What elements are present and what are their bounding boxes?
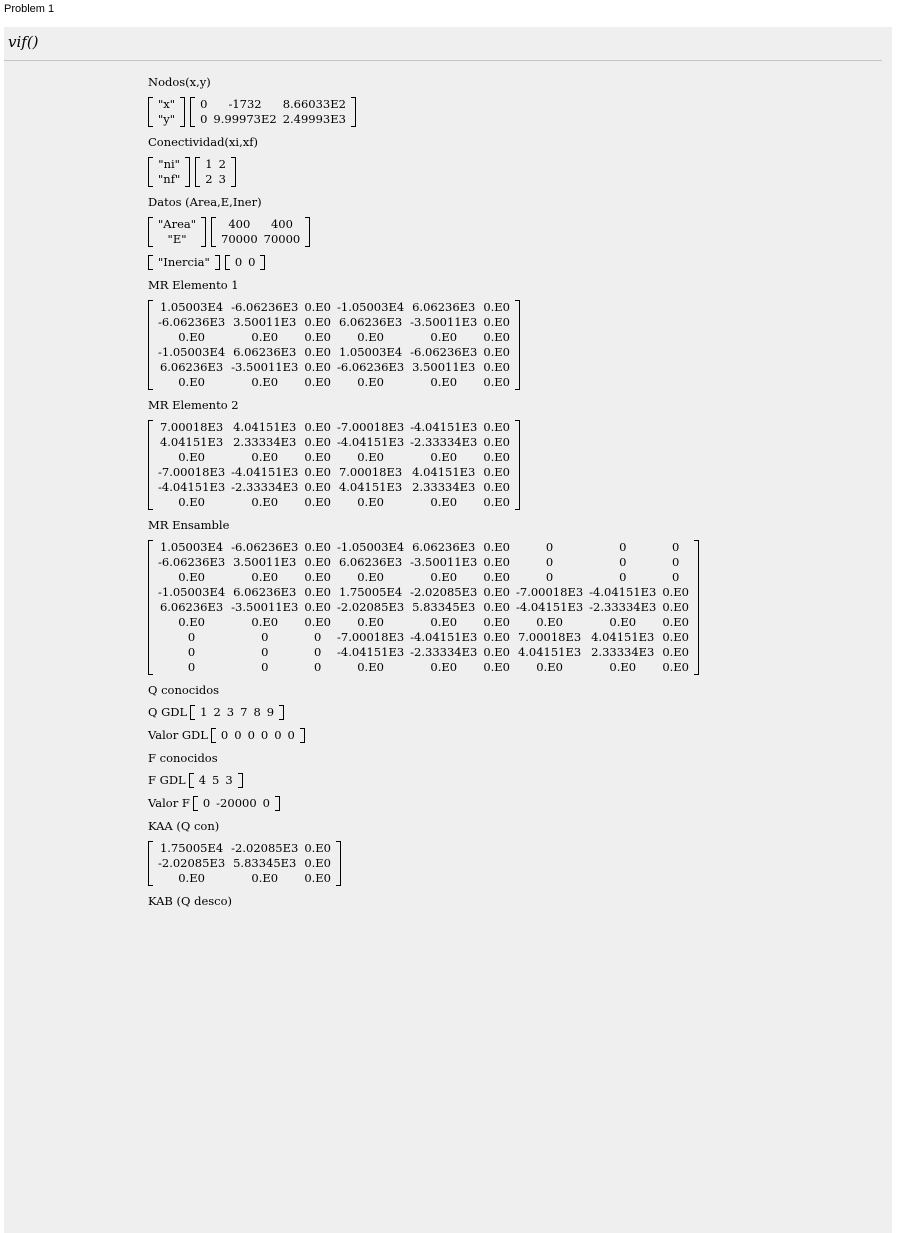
matrix-cell: 0.E0 [304, 540, 331, 554]
valor-gdl-label: Valor GDL [148, 728, 208, 742]
datos-output [148, 217, 699, 247]
matrix-cell: 0.E0 [609, 615, 637, 629]
matrix-cell: 3 [226, 705, 235, 719]
matrix-cell: 0 [260, 728, 269, 742]
matrix-cell: 0.E0 [357, 615, 384, 629]
label-kaa: KAA (Q con) [148, 819, 220, 833]
matrix-cell: 0.E0 [609, 660, 637, 674]
matrix-cell: 0 [187, 645, 196, 659]
matrix-cell: 3.50011E3 [233, 315, 297, 329]
matrix-cell: 0.E0 [483, 555, 510, 569]
matrix-cell: 0 [261, 645, 269, 659]
matrix-cell: 1 [200, 705, 208, 719]
matrix-cell: 0 [187, 660, 196, 674]
matrix-cell: 0.E0 [483, 330, 510, 344]
matrix-cell: 0.E0 [483, 360, 510, 374]
matrix-cell: 0.E0 [483, 480, 510, 494]
matrix-cell: 0 [313, 645, 322, 659]
matrix-cell: 0.E0 [357, 450, 384, 464]
matrix-cell: 0.E0 [178, 570, 205, 584]
matrix-cell: 0.E0 [483, 435, 510, 449]
matrix-cell: 2.33334E3 [591, 645, 655, 659]
matrix-cell: 6.06236E3 [233, 345, 297, 359]
matrix-cell: -3.50011E3 [410, 315, 478, 329]
matrix-cell: 0 [248, 255, 256, 269]
matrix-cell: 0.E0 [251, 375, 279, 389]
matrix-cell: 0.E0 [430, 495, 458, 509]
matrix-valor-f [193, 796, 280, 811]
mr-ensamble-output [148, 540, 699, 675]
matrix-cell: 7 [240, 705, 248, 719]
matrix-cell: -2.02085E3 [231, 841, 299, 855]
matrix-cell: 0.E0 [357, 660, 384, 674]
matrix-cell: -2.33334E3 [410, 435, 478, 449]
matrix-cell: 2.49993E3 [282, 112, 346, 126]
valor-gdl-output [148, 728, 699, 743]
matrix-cell: 0 [247, 728, 255, 742]
matrix-cell: 0 [619, 540, 627, 554]
input-divider [4, 60, 882, 61]
matrix-cell: 1.05003E4 [159, 540, 224, 554]
q-gdl-output [148, 705, 699, 720]
matrix-cell: 0 [187, 630, 196, 644]
matrix-cell: 0.E0 [251, 495, 279, 509]
matrix-cell: 0.E0 [251, 871, 279, 885]
matrix-cell: -2.02085E3 [337, 600, 405, 614]
matrix-cell: 0 [234, 728, 242, 742]
matrix-cell: 0.E0 [536, 615, 563, 629]
matrix-cell: 0.E0 [483, 420, 510, 434]
matrix-cell: -6.06236E3 [158, 315, 226, 329]
matrix-cell: "x" [158, 97, 176, 111]
matrix-cell: 1.05003E4 [159, 300, 224, 314]
matrix-cell: 0.E0 [483, 660, 510, 674]
matrix-cell: 0 [200, 97, 208, 111]
matrix-cell: 0.E0 [430, 660, 458, 674]
matrix-cell: 6.06236E3 [338, 315, 403, 329]
matrix-cell: 2 [205, 172, 213, 186]
matrix-cell: 0 [200, 112, 208, 126]
matrix-cell: -2.33334E3 [231, 480, 299, 494]
matrix-cell: -7.00018E3 [516, 585, 584, 599]
matrix-cell: -6.06236E3 [337, 360, 405, 374]
matrix-cell: 0.E0 [178, 375, 205, 389]
matrix-cell: 0.E0 [304, 856, 331, 870]
inercia-output [148, 255, 699, 270]
matrix-cell: 0.E0 [483, 450, 510, 464]
matrix-cell: 0.E0 [304, 841, 331, 855]
matrix-cell: 0.E0 [430, 375, 458, 389]
matrix-kaa [148, 841, 341, 886]
matrix-cell: 0.E0 [304, 871, 331, 885]
label-f-conocidos: F conocidos [148, 751, 218, 765]
label-datos: Datos (Area,E,Iner) [148, 195, 262, 209]
matrix-cell: 0.E0 [662, 615, 689, 629]
matrix-cell: 0.E0 [483, 465, 510, 479]
valor-f-output [148, 796, 699, 811]
matrix-cell: 0 [261, 660, 269, 674]
matrix-cell: 0.E0 [483, 315, 510, 329]
matrix-cell: 0.E0 [251, 450, 279, 464]
matrix-valor-gdl [211, 728, 305, 743]
matrix-cell: 6.06236E3 [412, 300, 476, 314]
matrix-cell: 0.E0 [483, 300, 510, 314]
matrix-cell: -1.05003E4 [337, 300, 405, 314]
matrix-cell: -7.00018E3 [337, 420, 405, 434]
program-output [148, 75, 699, 916]
matrix-cell: 0.E0 [430, 570, 458, 584]
matrix-cell: 2.33334E3 [233, 435, 297, 449]
matrix-cell: 0.E0 [251, 615, 279, 629]
matrix-cell: 7.00018E3 [338, 465, 403, 479]
matrix-inercia [225, 255, 266, 270]
matrix-inercia-header [148, 255, 220, 270]
matrix-cell: -3.50011E3 [231, 360, 299, 374]
matrix-cell: 0 [545, 540, 554, 554]
matrix-cell: 1.75005E4 [159, 841, 224, 855]
matrix-cell: 70000 [263, 232, 301, 246]
matrix-cell: 0.E0 [251, 330, 279, 344]
matrix-cell: 0.E0 [430, 450, 458, 464]
matrix-cell: 0 [619, 555, 627, 569]
matrix-cell: 0 [274, 728, 282, 742]
matrix-cell: 0.E0 [483, 615, 510, 629]
matrix-cell: 6.06236E3 [412, 540, 476, 554]
matrix-cell: -4.04151E3 [589, 585, 657, 599]
matrix-cell: -3.50011E3 [410, 555, 478, 569]
matrix-cell: 0.E0 [483, 600, 510, 614]
matrix-cell: 1.75005E4 [338, 585, 403, 599]
matrix-cell: 0.E0 [304, 465, 331, 479]
matrix-mr-ensamble [148, 540, 699, 675]
matrix-cell: 4.04151E3 [517, 645, 582, 659]
matrix-cell: -6.06236E3 [231, 540, 299, 554]
matrix-cell: 0.E0 [304, 450, 331, 464]
matrix-cell: 0.E0 [251, 570, 279, 584]
matrix-cell: 0 [545, 555, 554, 569]
matrix-cell: 2 [213, 705, 221, 719]
mr-elemento-1-output [148, 300, 699, 390]
matrix-cell: 0.E0 [304, 315, 331, 329]
document-tab-title[interactable]: Problem 1 [4, 3, 55, 15]
q-gdl-label: Q GDL [148, 705, 188, 719]
matrix-cell: 2 [218, 157, 226, 171]
matrix-cell: 0.E0 [304, 480, 331, 494]
matrix-cell: 0.E0 [483, 630, 510, 644]
matrix-cell: -4.04151E3 [337, 435, 405, 449]
matrix-cell: 4.04151E3 [412, 465, 476, 479]
matrix-cell: "Area" [158, 217, 197, 231]
matrix-cell: 0 [619, 570, 627, 584]
matrix-cell: 0.E0 [304, 585, 331, 599]
label-conectividad: Conectividad(xi,xf) [148, 135, 258, 149]
matrix-cell: 0.E0 [357, 375, 384, 389]
matrix-cell: -6.06236E3 [410, 345, 478, 359]
matrix-cell: 0.E0 [662, 645, 689, 659]
matrix-cell: 400 [270, 217, 293, 231]
matrix-cell: -4.04151E3 [337, 645, 405, 659]
nodos-output [148, 97, 699, 127]
matrix-cell: 5.83345E3 [412, 600, 476, 614]
matrix-cell: 3 [225, 773, 233, 787]
matrix-cell: 0.E0 [430, 615, 458, 629]
label-mr-ensamble: MR Ensamble [148, 518, 230, 532]
matrix-cell: -2.02085E3 [410, 585, 478, 599]
matrix-cell: 0.E0 [662, 660, 689, 674]
matrix-cell: 0 [545, 570, 554, 584]
matrix-cell: 0.E0 [483, 585, 510, 599]
matrix-cell: 4.04151E3 [233, 420, 297, 434]
matrix-cell: 6.06236E3 [233, 585, 297, 599]
matrix-cell: 0 [671, 555, 680, 569]
matrix-cell: 0.E0 [662, 600, 689, 614]
matrix-cell: -1.05003E4 [337, 540, 405, 554]
matrix-cell: -4.04151E3 [410, 420, 478, 434]
label-nodos: Nodos(x,y) [148, 75, 211, 89]
matrix-cell: 9.99973E2 [213, 112, 277, 126]
matrix-conectividad-header [148, 157, 190, 187]
matrix-cell: 0 [313, 660, 322, 674]
matrix-cell: 8.66033E2 [282, 97, 346, 111]
matrix-cell: 0.E0 [357, 570, 384, 584]
matrix-cell: 0.E0 [304, 420, 331, 434]
matrix-cell: 400 [228, 217, 251, 231]
matrix-cell: -2.33334E3 [589, 600, 657, 614]
matrix-cell: 4.04151E3 [591, 630, 655, 644]
matrix-cell: -1.05003E4 [158, 345, 226, 359]
matrix-cell: -7.00018E3 [337, 630, 405, 644]
matrix-cell: 0.E0 [483, 495, 510, 509]
matrix-nodos [190, 97, 356, 127]
matrix-cell: 0 [220, 728, 229, 742]
matrix-cell: 0.E0 [178, 495, 205, 509]
matrix-cell: "ni" [158, 157, 180, 171]
function-call-input[interactable]: vif() [8, 33, 39, 51]
matrix-datos [211, 217, 310, 247]
matrix-cell: 0 [202, 796, 211, 810]
matrix-cell: 0.E0 [483, 345, 510, 359]
matrix-cell: 0.E0 [304, 360, 331, 374]
kaa-output [148, 841, 699, 886]
matrix-cell: -4.04151E3 [231, 465, 299, 479]
matrix-cell: 5.83345E3 [233, 856, 297, 870]
calculator-page [4, 27, 892, 1233]
matrix-cell: 0.E0 [662, 585, 689, 599]
matrix-cell: -1732 [228, 97, 262, 111]
matrix-cell: 0.E0 [178, 330, 205, 344]
matrix-cell: 0.E0 [483, 540, 510, 554]
matrix-cell: 6.06236E3 [159, 600, 224, 614]
matrix-cell: 0 [262, 796, 270, 810]
matrix-conectividad [195, 157, 236, 187]
valor-f-label: Valor F [148, 796, 190, 810]
matrix-cell: 4.04151E3 [338, 480, 403, 494]
matrix-cell: 0.E0 [304, 345, 331, 359]
matrix-cell: -6.06236E3 [231, 300, 299, 314]
matrix-cell: 3.50011E3 [233, 555, 297, 569]
matrix-cell: 0 [261, 630, 269, 644]
matrix-cell: -3.50011E3 [231, 600, 299, 614]
matrix-datos-header [148, 217, 206, 247]
matrix-cell: 0.E0 [483, 645, 510, 659]
matrix-cell: -20000 [216, 796, 257, 810]
conectividad-output [148, 157, 699, 187]
matrix-q-gdl [190, 705, 284, 720]
matrix-cell: 0 [671, 540, 680, 554]
matrix-cell: 1 [205, 157, 213, 171]
matrix-cell: 2.33334E3 [412, 480, 476, 494]
matrix-cell: "E" [167, 232, 187, 246]
matrix-cell: 7.00018E3 [159, 420, 224, 434]
matrix-mr-elemento-1 [148, 300, 520, 390]
matrix-nodos-header [148, 97, 185, 127]
matrix-cell: 0.E0 [483, 570, 510, 584]
matrix-cell: 0.E0 [304, 435, 331, 449]
matrix-cell: 0.E0 [662, 630, 689, 644]
matrix-cell: 8 [253, 705, 261, 719]
matrix-cell: 5 [212, 773, 220, 787]
matrix-cell: 0.E0 [357, 330, 384, 344]
matrix-cell: 0.E0 [304, 375, 331, 389]
matrix-cell: "nf" [158, 172, 181, 186]
matrix-cell: 0.E0 [178, 615, 205, 629]
matrix-cell: 0.E0 [304, 555, 331, 569]
matrix-cell: -2.33334E3 [410, 645, 478, 659]
matrix-cell: 0.E0 [304, 495, 331, 509]
matrix-cell: 9 [266, 705, 275, 719]
matrix-cell: -4.04151E3 [158, 480, 226, 494]
matrix-cell: "y" [158, 112, 176, 126]
matrix-cell: 3 [218, 172, 226, 186]
mr-elemento-2-output [148, 420, 699, 510]
label-q-conocidos: Q conocidos [148, 683, 220, 697]
matrix-f-gdl [189, 773, 243, 788]
matrix-cell: -1.05003E4 [158, 585, 226, 599]
matrix-cell: 0.E0 [536, 660, 563, 674]
matrix-cell: -7.00018E3 [158, 465, 226, 479]
label-mr-elemento-1: MR Elemento 1 [148, 278, 239, 292]
matrix-cell: 0 [313, 630, 322, 644]
matrix-cell: -4.04151E3 [410, 630, 478, 644]
matrix-cell: 0.E0 [304, 300, 331, 314]
matrix-cell: -4.04151E3 [516, 600, 584, 614]
matrix-cell: -6.06236E3 [158, 555, 226, 569]
f-gdl-output [148, 773, 699, 788]
matrix-cell: 0 [234, 255, 243, 269]
matrix-cell: 0.E0 [304, 570, 331, 584]
matrix-cell: 7.00018E3 [517, 630, 582, 644]
matrix-cell: 0.E0 [304, 600, 331, 614]
label-kab: KAB (Q desco) [148, 894, 233, 908]
matrix-cell: 0.E0 [304, 615, 331, 629]
matrix-cell: 3.50011E3 [412, 360, 476, 374]
matrix-cell: 0 [287, 728, 295, 742]
matrix-cell: 1.05003E4 [338, 345, 403, 359]
matrix-cell: "Inercia" [158, 255, 210, 269]
label-mr-elemento-2: MR Elemento 2 [148, 398, 239, 412]
matrix-cell: 0 [671, 570, 680, 584]
matrix-mr-elemento-2 [148, 420, 520, 510]
matrix-cell: -2.02085E3 [158, 856, 226, 870]
matrix-cell: 0.E0 [483, 375, 510, 389]
matrix-cell: 6.06236E3 [338, 555, 403, 569]
matrix-cell: 0.E0 [357, 495, 384, 509]
matrix-cell: 0.E0 [304, 330, 331, 344]
matrix-cell: 6.06236E3 [159, 360, 224, 374]
matrix-cell: 70000 [221, 232, 258, 246]
matrix-cell: 0.E0 [430, 330, 458, 344]
matrix-cell: 4.04151E3 [159, 435, 224, 449]
f-gdl-label: F GDL [148, 773, 186, 787]
matrix-cell: 0.E0 [178, 871, 205, 885]
matrix-cell: 0.E0 [178, 450, 205, 464]
matrix-cell: 4 [198, 773, 207, 787]
